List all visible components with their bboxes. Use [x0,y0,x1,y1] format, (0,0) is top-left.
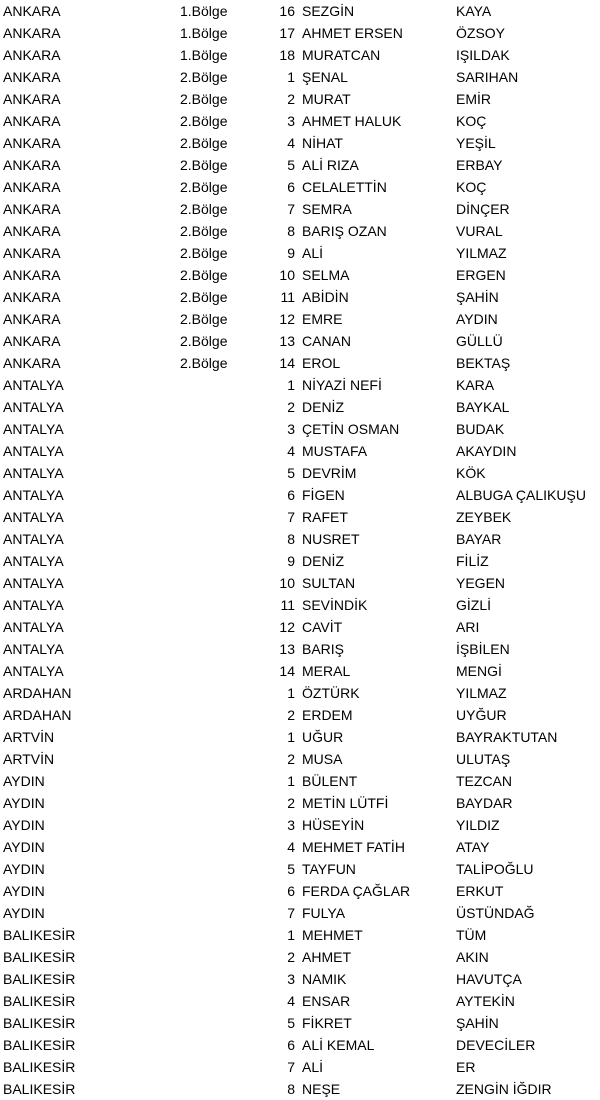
first-name-cell: MURAT [302,91,351,107]
last-name-cell: BAYKAL [456,399,510,415]
list-row [0,484,600,506]
first-name-cell: FERDA ÇAĞLAR [302,883,411,899]
first-name-cell: NİHAT [302,135,343,151]
list-row [0,858,600,880]
first-name-cell: ENSAR [302,993,351,1009]
rank-cell: 1 [287,685,295,701]
rank-cell: 4 [287,993,295,1009]
province-cell: ANKARA [3,69,61,85]
list-row [0,682,600,704]
last-name-cell: ALBUGA ÇALIKUŞU [456,487,586,503]
province-cell: BALIKESİR [3,1015,76,1031]
rank-cell: 5 [287,157,295,173]
province-cell: AYDIN [3,839,45,855]
list-row [0,1056,600,1078]
region-cell: 2.Bölge [180,333,228,349]
list-row [0,44,600,66]
last-name-cell: YILDIZ [456,817,500,833]
first-name-cell: ABİDİN [302,289,349,305]
last-name-cell: ER [456,1059,476,1075]
list-row [0,792,600,814]
rank-cell: 9 [287,553,295,569]
list-row [0,374,600,396]
region-cell: 2.Bölge [180,69,228,85]
list-row [0,462,600,484]
province-cell: ANTALYA [3,575,64,591]
province-cell: ANKARA [3,333,61,349]
first-name-cell: MEHMET [302,927,363,943]
province-cell: ANKARA [3,47,61,63]
list-row [0,594,600,616]
list-row [0,880,600,902]
first-name-cell: NEŞE [302,1081,341,1097]
province-cell: ANKARA [3,91,61,107]
first-name-cell: SULTAN [302,575,356,591]
rank-cell: 2 [287,751,295,767]
last-name-cell: ERBAY [456,157,503,173]
last-name-cell: ERGEN [456,267,506,283]
last-name-cell: BAYDAR [456,795,513,811]
rank-cell: 3 [287,817,295,833]
first-name-cell: BARIŞ [302,641,345,657]
list-row [0,1034,600,1056]
rank-cell: 10 [279,267,295,283]
list-row [0,198,600,220]
last-name-cell: ULUTAŞ [456,751,511,767]
first-name-cell: FİGEN [302,487,345,503]
last-name-cell: ŞAHİN [456,289,499,305]
list-row [0,836,600,858]
list-row [0,352,600,374]
last-name-cell: HAVUTÇA [456,971,522,987]
last-name-cell: DEVECİLER [456,1037,536,1053]
province-cell: ANTALYA [3,531,64,547]
rank-cell: 13 [279,641,295,657]
rank-cell: 3 [287,113,295,129]
rank-cell: 1 [287,729,295,745]
first-name-cell: ERDEM [302,707,353,723]
province-cell: ANTALYA [3,641,64,657]
first-name-cell: ŞENAL [302,69,348,85]
rank-cell: 8 [287,223,295,239]
province-cell: BALIKESİR [3,993,76,1009]
province-cell: ANTALYA [3,377,64,393]
first-name-cell: DENİZ [302,553,344,569]
province-cell: ANKARA [3,311,61,327]
last-name-cell: AYDIN [456,311,498,327]
province-cell: ANTALYA [3,619,64,635]
province-cell: ANTALYA [3,597,64,613]
rank-cell: 12 [279,311,295,327]
first-name-cell: NUSRET [302,531,360,547]
last-name-cell: UYĞUR [456,707,507,723]
rank-cell: 5 [287,861,295,877]
first-name-cell: CANAN [302,333,352,349]
rank-cell: 4 [287,839,295,855]
first-name-cell: NAMIK [302,971,347,987]
rank-cell: 6 [287,883,295,899]
province-cell: AYDIN [3,883,45,899]
last-name-cell: BEKTAŞ [456,355,511,371]
region-cell: 2.Bölge [180,289,228,305]
list-row [0,1078,600,1100]
province-cell: AYDIN [3,795,45,811]
rank-cell: 11 [280,289,295,305]
province-cell: ANTALYA [3,399,64,415]
list-row [0,770,600,792]
rank-cell: 2 [287,707,295,723]
last-name-cell: YEGEN [456,575,506,591]
province-cell: ANTALYA [3,465,64,481]
rank-cell: 10 [279,575,295,591]
province-cell: BALIKESİR [3,1059,76,1075]
list-row [0,396,600,418]
first-name-cell: EROL [302,355,341,371]
province-cell: ANTALYA [3,443,64,459]
last-name-cell: ARI [456,619,480,635]
list-row [0,242,600,264]
province-cell: ARDAHAN [3,685,72,701]
province-cell: ANTALYA [3,421,64,437]
first-name-cell: CAVİT [302,619,343,635]
rank-cell: 11 [280,597,295,613]
list-row [0,968,600,990]
list-row [0,154,600,176]
rank-cell: 18 [279,47,295,63]
last-name-cell: ZEYBEK [456,509,512,525]
list-row [0,0,600,22]
first-name-cell: METİN LÜTFİ [302,795,389,811]
rank-cell: 4 [287,443,295,459]
list-row [0,990,600,1012]
list-row [0,220,600,242]
last-name-cell: TÜM [456,927,487,943]
list-row [0,572,600,594]
region-cell: 2.Bölge [180,179,228,195]
last-name-cell: GÜLLÜ [456,333,503,349]
rank-cell: 5 [287,465,295,481]
first-name-cell: BÜLENT [302,773,358,789]
last-name-cell: SARIHAN [456,69,519,85]
list-row [0,506,600,528]
province-cell: ANKARA [3,267,61,283]
last-name-cell: YILMAZ [456,685,507,701]
list-row [0,616,600,638]
rank-cell: 7 [287,201,295,217]
region-cell: 2.Bölge [180,311,228,327]
first-name-cell: BARIŞ OZAN [302,223,387,239]
rank-cell: 7 [287,905,295,921]
first-name-cell: SEZGİN [302,3,355,19]
first-name-cell: RAFET [302,509,348,525]
list-row [0,924,600,946]
province-cell: AYDIN [3,817,45,833]
province-cell: ARTVİN [3,729,55,745]
first-name-cell: CELALETTİN [302,179,387,195]
rank-cell: 2 [287,795,295,811]
list-row [0,528,600,550]
last-name-cell: TALİPOĞLU [456,861,534,877]
last-name-cell: KOÇ [456,179,487,195]
first-name-cell: ÇETİN OSMAN [302,421,400,437]
last-name-cell: KÖK [456,465,486,481]
rank-cell: 14 [279,663,295,679]
first-name-cell: FULYA [302,905,346,921]
list-row [0,66,600,88]
rank-cell: 17 [279,25,295,41]
first-name-cell: NİYAZİ NEFİ [302,377,382,393]
first-name-cell: EMRE [302,311,343,327]
list-row [0,1012,600,1034]
province-cell: ANKARA [3,245,61,261]
list-row [0,418,600,440]
list-row [0,902,600,924]
first-name-cell: SELMA [302,267,350,283]
last-name-cell: TEZCAN [456,773,512,789]
list-row [0,110,600,132]
region-cell: 2.Bölge [180,223,228,239]
province-cell: ANKARA [3,113,61,129]
province-cell: AYDIN [3,773,45,789]
region-cell: 1.Bölge [180,25,228,41]
last-name-cell: BUDAK [456,421,505,437]
province-cell: ARDAHAN [3,707,72,723]
rank-cell: 8 [287,1081,295,1097]
list-row [0,88,600,110]
list-row [0,176,600,198]
region-cell: 1.Bölge [180,47,228,63]
province-cell: ANKARA [3,179,61,195]
rank-cell: 3 [287,971,295,987]
first-name-cell: MURATCAN [302,47,381,63]
list-row [0,330,600,352]
region-cell: 1.Bölge [180,3,228,19]
province-cell: ANKARA [3,289,61,305]
province-cell: ANKARA [3,3,61,19]
first-name-cell: AHMET ERSEN [302,25,403,41]
last-name-cell: BAYAR [456,531,502,547]
list-row [0,308,600,330]
list-row [0,440,600,462]
rank-cell: 7 [287,509,295,525]
first-name-cell: ALİ RIZA [302,157,359,173]
first-name-cell: MEHMET FATİH [302,839,405,855]
rank-cell: 14 [279,355,295,371]
list-row [0,550,600,572]
list-row [0,22,600,44]
province-cell: ANKARA [3,25,61,41]
list-row [0,748,600,770]
last-name-cell: IŞILDAK [456,47,510,63]
rank-cell: 16 [279,3,295,19]
last-name-cell: GİZLİ [456,597,492,613]
list-row [0,264,600,286]
last-name-cell: ÖZSOY [456,25,506,41]
rank-cell: 1 [287,773,295,789]
rank-cell: 1 [287,69,295,85]
region-cell: 2.Bölge [180,113,228,129]
first-name-cell: ALİ KEMAL [302,1037,375,1053]
last-name-cell: EMİR [456,91,491,107]
last-name-cell: ZENGİN İĞDIR [456,1081,552,1097]
rank-cell: 13 [279,333,295,349]
province-cell: ARTVİN [3,751,55,767]
list-row [0,814,600,836]
list-row [0,660,600,682]
last-name-cell: MENGİ [456,663,502,679]
first-name-cell: AHMET HALUK [302,113,402,129]
last-name-cell: AKIN [456,949,489,965]
rank-cell: 9 [287,245,295,261]
province-cell: BALIKESİR [3,971,76,987]
region-cell: 2.Bölge [180,135,228,151]
first-name-cell: ALİ [302,245,324,261]
last-name-cell: VURAL [456,223,503,239]
first-name-cell: SEMRA [302,201,352,217]
province-cell: BALIKESİR [3,927,76,943]
last-name-cell: YEŞİL [456,135,496,151]
rank-cell: 2 [287,399,295,415]
first-name-cell: UĞUR [302,729,344,745]
rank-cell: 6 [287,1037,295,1053]
last-name-cell: DİNÇER [456,201,510,217]
rank-cell: 2 [287,91,295,107]
last-name-cell: KARA [456,377,495,393]
province-cell: BALIKESİR [3,949,76,965]
region-cell: 2.Bölge [180,201,228,217]
first-name-cell: MUSTAFA [302,443,368,459]
last-name-cell: BAYRAKTUTAN [456,729,558,745]
rank-cell: 6 [287,179,295,195]
rank-cell: 1 [287,377,295,393]
first-name-cell: TAYFUN [302,861,356,877]
region-cell: 2.Bölge [180,245,228,261]
last-name-cell: ŞAHİN [456,1015,499,1031]
last-name-cell: KAYA [456,3,492,19]
last-name-cell: İŞBİLEN [456,641,510,657]
last-name-cell: YILMAZ [456,245,507,261]
list-row [0,132,600,154]
province-cell: AYDIN [3,861,45,877]
first-name-cell: ALİ [302,1059,324,1075]
last-name-cell: ATAY [456,839,490,855]
last-name-cell: AYTEKİN [456,993,515,1009]
province-cell: AYDIN [3,905,45,921]
region-cell: 2.Bölge [180,157,228,173]
first-name-cell: MUSA [302,751,343,767]
rank-cell: 5 [287,1015,295,1031]
first-name-cell: FİKRET [302,1015,352,1031]
province-cell: BALIKESİR [3,1081,76,1097]
list-row [0,946,600,968]
first-name-cell: AHMET [302,949,351,965]
rank-cell: 4 [287,135,295,151]
list-row [0,286,600,308]
list-row [0,638,600,660]
province-cell: ANKARA [3,201,61,217]
rank-cell: 1 [287,927,295,943]
rank-cell: 12 [279,619,295,635]
province-cell: ANKARA [3,355,61,371]
province-cell: ANTALYA [3,553,64,569]
province-cell: ANKARA [3,157,61,173]
last-name-cell: FİLİZ [456,553,489,569]
province-cell: ANKARA [3,223,61,239]
rank-cell: 2 [287,949,295,965]
rank-cell: 3 [287,421,295,437]
region-cell: 2.Bölge [180,267,228,283]
last-name-cell: ÜSTÜNDAĞ [456,905,535,921]
last-name-cell: KOÇ [456,113,487,129]
rank-cell: 6 [287,487,295,503]
rank-cell: 7 [287,1059,295,1075]
list-row [0,704,600,726]
first-name-cell: HÜSEYİN [302,817,365,833]
list-row [0,726,600,748]
first-name-cell: SEVİNDİK [302,597,368,613]
region-cell: 2.Bölge [180,355,228,371]
first-name-cell: DENİZ [302,399,344,415]
last-name-cell: AKAYDIN [456,443,517,459]
first-name-cell: ÖZTÜRK [302,685,360,701]
first-name-cell: DEVRİM [302,465,357,481]
region-cell: 2.Bölge [180,91,228,107]
province-cell: ANTALYA [3,509,64,525]
last-name-cell: ERKUT [456,883,504,899]
first-name-cell: MERAL [302,663,351,679]
rank-cell: 8 [287,531,295,547]
province-cell: ANTALYA [3,663,64,679]
province-cell: ANKARA [3,135,61,151]
province-cell: ANTALYA [3,487,64,503]
province-cell: BALIKESİR [3,1037,76,1053]
